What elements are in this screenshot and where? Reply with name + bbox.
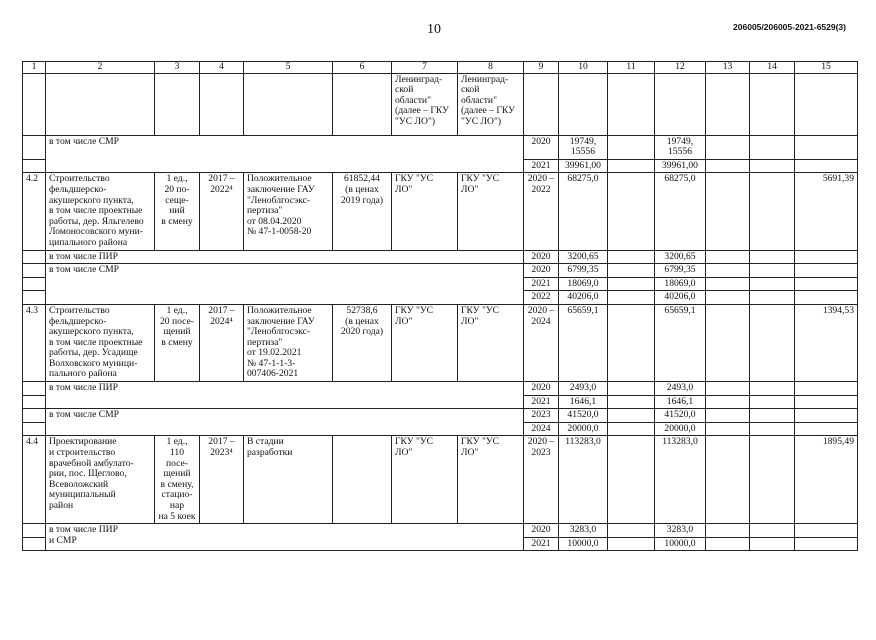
amount-cell: 6799,35 [655, 264, 706, 278]
year-cell: 2020 – 2024 [524, 304, 559, 381]
capacity-cell: 1 ед., 110 посе- щений в смену, стациo- нар на 5 коек [155, 436, 200, 524]
continuation-row [23, 73, 858, 135]
empty-cell [706, 436, 750, 524]
subtotal-label: в том числе ПИР [46, 250, 524, 264]
amount-cell: 2493,0 [655, 382, 706, 396]
empty-cell [23, 250, 46, 264]
column-number: 5 [244, 62, 333, 74]
empty-cell [750, 395, 795, 409]
document-id: 206005/206005-2021-6529(3) [733, 22, 846, 32]
empty-cell [608, 422, 655, 436]
empty-cell [795, 524, 858, 538]
amount-cell: 68275,0 [559, 173, 608, 250]
amount-cell: 19749, 15556 [655, 135, 706, 159]
empty-cell [750, 173, 795, 250]
empty-cell [608, 277, 655, 291]
amount-cell: 20000,0 [559, 422, 608, 436]
object-name: Строительство фельдшерско- акушерского пункта, в том числе проектные работы, дер. Усадище Волховского муници- пального района [46, 304, 155, 381]
empty-cell [750, 409, 795, 423]
customer-cell: ГКУ "УС ЛО" [392, 436, 458, 524]
empty-cell [795, 250, 858, 264]
empty-cell [23, 291, 46, 305]
customer-cell: ГКУ "УС ЛО" [392, 304, 458, 381]
amount-cell: 40206,0 [655, 291, 706, 305]
column-number: 1 [23, 62, 46, 74]
empty-cell [795, 422, 858, 436]
table-body [23, 62, 858, 551]
developer-cell: ГКУ "УС ЛО" [458, 173, 524, 250]
subtotal-row [23, 524, 858, 538]
year-cell: 2021 [524, 277, 559, 291]
amount-cell: 1895,49 [795, 436, 858, 524]
empty-cell [608, 409, 655, 423]
amount-cell: 3200,65 [559, 250, 608, 264]
empty-cell [706, 382, 750, 396]
amount-cell: 10000,0 [655, 537, 706, 551]
empty-cell [706, 524, 750, 538]
amount-cell: 10000,0 [559, 537, 608, 551]
empty-cell [608, 291, 655, 305]
empty-cell [750, 436, 795, 524]
empty-cell [706, 291, 750, 305]
empty-cell [608, 395, 655, 409]
period-cell: 2017 – 2023⁴ [200, 436, 244, 524]
empty-cell [706, 304, 750, 381]
empty-cell [706, 173, 750, 250]
empty-cell [706, 395, 750, 409]
empty-cell [608, 250, 655, 264]
cost-cell: 52738,6 (в ценах 2020 года) [333, 304, 392, 381]
empty-cell [23, 524, 46, 538]
period-cell: 2017 – 2022⁴ [200, 173, 244, 250]
empty-cell [608, 304, 655, 381]
empty-cell [608, 264, 655, 278]
subtotal-label: в том числе ПИР и СМР [46, 524, 524, 551]
empty-cell [608, 524, 655, 538]
empty-cell [706, 422, 750, 436]
year-cell: 2020 [524, 264, 559, 278]
amount-cell: 65659,1 [655, 304, 706, 381]
objects-table [22, 61, 858, 551]
amount-cell: 18069,0 [655, 277, 706, 291]
object-name: Проектирование и строительство врачебной амбулато- рии, пос. Щеглово, Всеволожский муниципальный район [46, 436, 155, 524]
empty-cell [795, 537, 858, 551]
empty-cell [795, 409, 858, 423]
year-cell: 2022 [524, 291, 559, 305]
column-number: 11 [608, 62, 655, 74]
amount-cell: 113283,0 [655, 436, 706, 524]
year-cell: 2021 [524, 537, 559, 551]
amount-cell: 65659,1 [559, 304, 608, 381]
column-number: 15 [795, 62, 858, 74]
subtotal-row [23, 409, 858, 423]
year-cell: 2021 [524, 395, 559, 409]
amount-cell: 39961,00 [559, 159, 608, 173]
empty-cell [750, 382, 795, 396]
year-cell: 2021 [524, 159, 559, 173]
empty-cell [706, 409, 750, 423]
expertise-cell: В стадии разработки [244, 436, 333, 524]
empty-cell [706, 537, 750, 551]
column-number: 4 [200, 62, 244, 74]
empty-cell [608, 382, 655, 396]
column-number: 3 [155, 62, 200, 74]
amount-cell: 41520,0 [655, 409, 706, 423]
column-number: 6 [333, 62, 392, 74]
empty-cell [795, 395, 858, 409]
amount-cell: 1394,53 [795, 304, 858, 381]
year-cell: 2020 [524, 250, 559, 264]
empty-cell [608, 537, 655, 551]
capacity-cell: 1 ед., 20 по- сеще- ний в смену [155, 173, 200, 250]
amount-cell: 3283,0 [559, 524, 608, 538]
year-cell: 2020 [524, 524, 559, 538]
expertise-cell: Положительное заключение ГАУ "Леноблгосэкс- пертиза" от 19.02.2021 № 47-1-1-3- 007406-2021 [244, 304, 333, 381]
year-cell: 2020 [524, 135, 559, 159]
year-cell: 2020 – 2022 [524, 173, 559, 250]
item-number: 4.3 [23, 304, 46, 381]
empty-cell [608, 173, 655, 250]
column-number: 7 [392, 62, 458, 74]
column-number: 8 [458, 62, 524, 74]
amount-cell: 20000,0 [655, 422, 706, 436]
empty-cell [23, 422, 46, 436]
empty-cell [706, 264, 750, 278]
subtotal-label: в том числе ПИР [46, 382, 524, 409]
amount-cell: 18069,0 [559, 277, 608, 291]
empty-cell [23, 409, 46, 423]
column-number-row [23, 62, 858, 74]
empty-cell [750, 537, 795, 551]
object-row [23, 304, 858, 381]
amount-cell: 3200,65 [655, 250, 706, 264]
amount-cell: 19749, 15556 [559, 135, 608, 159]
cost-cell [333, 436, 392, 524]
empty-cell [706, 277, 750, 291]
subtotal-row [23, 135, 858, 159]
empty-cell [750, 304, 795, 381]
item-number: 4.2 [23, 173, 46, 250]
amount-cell: 1646,1 [559, 395, 608, 409]
amount-cell: 2493,0 [559, 382, 608, 396]
year-cell: 2024 [524, 422, 559, 436]
column-number: 13 [706, 62, 750, 74]
subtotal-label: в том числе СМР [46, 409, 524, 436]
empty-cell [750, 422, 795, 436]
period-cell: 2017 – 2024⁴ [200, 304, 244, 381]
developer-cell: ГКУ "УС ЛО" [458, 436, 524, 524]
amount-cell: 1646,1 [655, 395, 706, 409]
empty-cell [23, 395, 46, 409]
year-cell: 2020 [524, 382, 559, 396]
item-number: 4.4 [23, 436, 46, 524]
empty-cell [795, 264, 858, 278]
subtotal-label: в том числе СМР [46, 264, 524, 305]
year-cell: 2023 [524, 409, 559, 423]
amount-cell: 68275,0 [655, 173, 706, 250]
year-cell: 2020 – 2023 [524, 436, 559, 524]
empty-cell [706, 250, 750, 264]
capacity-cell: 1 ед., 20 посе- щений в смену [155, 304, 200, 381]
empty-cell [750, 264, 795, 278]
subtotal-row [23, 382, 858, 396]
object-row [23, 173, 858, 250]
subtotal-label: в том числе СМР [46, 135, 524, 173]
empty-cell [23, 264, 46, 278]
object-name: Строительство фельдшерско- акушерского пункта, в том числе проектные работы, дер. Яльгелево Ломоносовского муни- ципального района [46, 173, 155, 250]
customer-cell: Ленинград- ской области" (далее – ГКУ "УС ЛО") [392, 73, 458, 135]
empty-cell [23, 277, 46, 291]
expertise-cell: Положительное заключение ГАУ "Леноблгосэкс- пертиза" от 08.04.2020 № 47-1-0058-20 [244, 173, 333, 250]
empty-cell [608, 436, 655, 524]
developer-cell: Ленинград- ской области" (далее – ГКУ "УС ЛО") [458, 73, 524, 135]
column-number: 2 [46, 62, 155, 74]
empty-cell [23, 537, 46, 551]
empty-cell [750, 277, 795, 291]
column-number: 10 [559, 62, 608, 74]
amount-cell: 41520,0 [559, 409, 608, 423]
cost-cell: 61852,44 (в ценах 2019 года) [333, 173, 392, 250]
column-number: 12 [655, 62, 706, 74]
amount-cell: 6799,35 [559, 264, 608, 278]
empty-cell [23, 382, 46, 396]
column-number: 9 [524, 62, 559, 74]
empty-cell [750, 524, 795, 538]
amount-cell: 3283,0 [655, 524, 706, 538]
customer-cell: ГКУ "УС ЛО" [392, 173, 458, 250]
developer-cell: ГКУ "УС ЛО" [458, 304, 524, 381]
amount-cell: 39961,00 [655, 159, 706, 173]
object-row [23, 436, 858, 524]
page-number: 10 [427, 22, 441, 37]
amount-cell: 5691,39 [795, 173, 858, 250]
amount-cell: 40206,0 [559, 291, 608, 305]
empty-cell [795, 382, 858, 396]
subtotal-row [23, 250, 858, 264]
amount-cell: 113283,0 [559, 436, 608, 524]
subtotal-row [23, 264, 858, 278]
empty-cell [795, 291, 858, 305]
empty-cell [750, 250, 795, 264]
empty-cell [795, 277, 858, 291]
empty-cell [750, 291, 795, 305]
column-number: 14 [750, 62, 795, 74]
